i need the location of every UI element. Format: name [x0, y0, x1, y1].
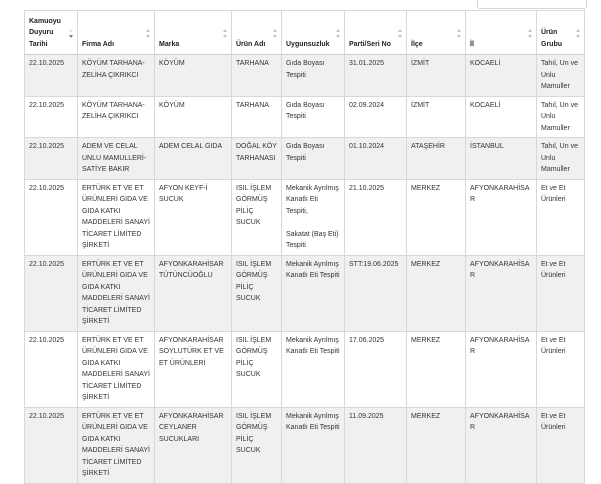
- nonconformity-text: Mekanik Ayrılmış Kanatlı Eti Tespiti: [286, 336, 340, 355]
- table-body: [25, 55, 585, 484]
- cell-province: AFYONKARAHİSAR: [466, 331, 537, 407]
- sort-arrows-icon[interactable]: [456, 29, 461, 38]
- table-header-row: [25, 11, 585, 55]
- cell-product-group: Et ve Et Ürünleri: [537, 255, 585, 331]
- cell-province: İSTANBUL: [466, 138, 537, 180]
- header-product[interactable]: [232, 11, 282, 55]
- nonconformity-text: Gıda Boyası Tespiti: [286, 143, 325, 162]
- header-brand[interactable]: [155, 11, 232, 55]
- cell-date: 22.10.2025: [25, 255, 78, 331]
- header-province[interactable]: [466, 11, 537, 55]
- cell-district: MERKEZ: [407, 179, 466, 255]
- cell-batch: 01.10.2024: [345, 138, 407, 180]
- header-label: Firma Adı: [82, 40, 115, 48]
- cell-product: ISIL İŞLEM GÖRMÜŞ PİLİÇ SUCUK: [232, 179, 282, 255]
- header-batch[interactable]: [345, 11, 407, 55]
- cell-province: AFYONKARAHİSAR: [466, 179, 537, 255]
- table-row[interactable]: [25, 138, 585, 180]
- cell-nonconformity: [282, 55, 345, 97]
- cell-product: TARHANA: [232, 55, 282, 97]
- table-row[interactable]: [25, 179, 585, 255]
- cell-province: KOCAELİ: [466, 96, 537, 138]
- cell-nonconformity: [282, 179, 345, 255]
- cell-company: ERTÜRK ET VE ET ÜRÜNLERİ GIDA VE GIDA KATKI MADDELERİ SANAYİ TİCARET LİMİTED ŞİRKETİ: [78, 179, 155, 255]
- cell-district: MERKEZ: [407, 331, 466, 407]
- search-field-edge[interactable]: [477, 0, 587, 9]
- cell-product: ISIL İŞLEM GÖRMÜŞ PİLİÇ SUCUK: [232, 407, 282, 483]
- nonconformity-text: Mekanik Ayrılmış Kanatlı Eti Tespiti: [286, 412, 340, 431]
- recall-table-container: [24, 10, 584, 484]
- cell-batch: STT:19.06.2025: [345, 255, 407, 331]
- header-nonconformity[interactable]: [282, 11, 345, 55]
- cell-product: ISIL İŞLEM GÖRMÜŞ PİLİÇ SUCUK: [232, 331, 282, 407]
- cell-province: AFYONKARAHİSAR: [466, 255, 537, 331]
- header-label: Ürün Grubu: [541, 29, 562, 48]
- cell-product: DOĞAL KÖY TARHANASI: [232, 138, 282, 180]
- header-label: İl: [470, 40, 474, 48]
- cell-product-group: Tahıl, Un ve Unlu Mamuller: [537, 96, 585, 138]
- recall-table: [24, 10, 585, 484]
- cell-date: 22.10.2025: [25, 331, 78, 407]
- nonconformity-text: Gıda Boyası Tespiti: [286, 101, 325, 120]
- sort-arrows-icon[interactable]: [145, 29, 150, 38]
- cell-brand: KÖYÜM: [155, 55, 232, 97]
- cell-nonconformity: [282, 255, 345, 331]
- cell-nonconformity: [282, 96, 345, 138]
- table-row[interactable]: [25, 331, 585, 407]
- cell-date: 22.10.2025: [25, 55, 78, 97]
- cell-date: 22.10.2025: [25, 179, 78, 255]
- cell-nonconformity: [282, 407, 345, 483]
- cell-district: MERKEZ: [407, 407, 466, 483]
- cell-date: 22.10.2025: [25, 407, 78, 483]
- cell-district: İZMİT: [407, 55, 466, 97]
- cell-product-group: Tahıl, Un ve Unlu Mamuller: [537, 55, 585, 97]
- cell-nonconformity: [282, 138, 345, 180]
- table-row[interactable]: [25, 255, 585, 331]
- sort-arrows-icon[interactable]: [68, 29, 73, 38]
- header-label: Ürün Adı: [236, 40, 266, 48]
- cell-batch: 21.10.2025: [345, 179, 407, 255]
- header-product-group[interactable]: [537, 11, 585, 55]
- cell-district: ATAŞEHİR: [407, 138, 466, 180]
- cell-company: ERTÜRK ET VE ET ÜRÜNLERİ GIDA VE GIDA KATKI MADDELERİ SANAYİ TİCARET LİMİTED ŞİRKETİ: [78, 255, 155, 331]
- cell-product-group: Et ve Et Ürünleri: [537, 179, 585, 255]
- cell-product-group: Et ve Et Ürünleri: [537, 331, 585, 407]
- sort-arrows-icon[interactable]: [575, 29, 580, 38]
- sort-arrows-icon[interactable]: [222, 29, 227, 38]
- cell-company: ADEM VE CELAL UNLU MAMULLERİ-SATİYE BAKIR: [78, 138, 155, 180]
- cell-brand: AFYON KEYF-İ SUCUK: [155, 179, 232, 255]
- cell-brand: ADEM CELAL GIDA: [155, 138, 232, 180]
- header-label: İlçe: [411, 40, 423, 48]
- cell-brand: AFYONKARAHİSAR TÜTÜNCÜOĞLU: [155, 255, 232, 331]
- nonconformity-text: Sakatat (Baş Eti) Tespiti: [286, 230, 339, 249]
- cell-company: ERTÜRK ET VE ET ÜRÜNLERİ GIDA VE GIDA KATKI MADDELERİ SANAYİ TİCARET LİMİTED ŞİRKETİ: [78, 407, 155, 483]
- sort-arrows-icon[interactable]: [335, 29, 340, 38]
- cell-brand: AFYONKARAHİSAR SOYLUTÜRK ET VE ET ÜRÜNLERİ: [155, 331, 232, 407]
- cell-brand: AFYONKARAHİSAR CEYLANER SUCUKLARI: [155, 407, 232, 483]
- cell-date: 22.10.2025: [25, 138, 78, 180]
- header-label: Marka: [159, 40, 180, 48]
- table-row[interactable]: [25, 55, 585, 97]
- header-date[interactable]: [25, 11, 78, 55]
- nonconformity-text: Gıda Boyası Tespiti: [286, 60, 325, 79]
- cell-product: ISIL İŞLEM GÖRMÜŞ PİLİÇ SUCUK: [232, 255, 282, 331]
- cell-company: KÖYÜM TARHANA-ZELİHA ÇIKRIKCI: [78, 96, 155, 138]
- cell-brand: KÖYÜM: [155, 96, 232, 138]
- cell-district: MERKEZ: [407, 255, 466, 331]
- cell-province: AFYONKARAHİSAR: [466, 407, 537, 483]
- cell-company: KÖYÜM TARHANA-ZELİHA ÇIKRIKCI: [78, 55, 155, 97]
- table-row[interactable]: [25, 96, 585, 138]
- cell-province: KOCAELİ: [466, 55, 537, 97]
- header-company[interactable]: [78, 11, 155, 55]
- cell-batch: 02.09.2024: [345, 96, 407, 138]
- cell-product-group: Et ve Et Ürünleri: [537, 407, 585, 483]
- cell-nonconformity: [282, 331, 345, 407]
- nonconformity-text: Mekanik Ayrılmış Kanatlı Eti Tespiti: [286, 260, 340, 279]
- header-label: Kamuoyu Duyuru Tarihi: [29, 17, 61, 48]
- cell-product-group: Tahıl, Un ve Unlu Mamuller: [537, 138, 585, 180]
- table-row[interactable]: [25, 407, 585, 483]
- cell-date: 22.10.2025: [25, 96, 78, 138]
- cell-product: TARHANA: [232, 96, 282, 138]
- sort-arrows-icon[interactable]: [527, 29, 532, 38]
- cell-batch: 11.09.2025: [345, 407, 407, 483]
- header-label: Uygunsuzluk: [286, 40, 330, 48]
- cell-batch: 31.01.2025: [345, 55, 407, 97]
- header-district[interactable]: [407, 11, 466, 55]
- cell-batch: 17.06.2025: [345, 331, 407, 407]
- nonconformity-text: Mekanik Ayrılmış Kanatlı Eti Tespiti,: [286, 184, 339, 215]
- sort-arrows-icon[interactable]: [397, 29, 402, 38]
- header-label: Parti/Seri No: [349, 40, 392, 48]
- cell-company: ERTÜRK ET VE ET ÜRÜNLERİ GIDA VE GIDA KATKI MADDELERİ SANAYİ TİCARET LİMİTED ŞİRKETİ: [78, 331, 155, 407]
- sort-arrows-icon[interactable]: [272, 29, 277, 38]
- cell-district: İZMİT: [407, 96, 466, 138]
- line-gap: [286, 217, 340, 229]
